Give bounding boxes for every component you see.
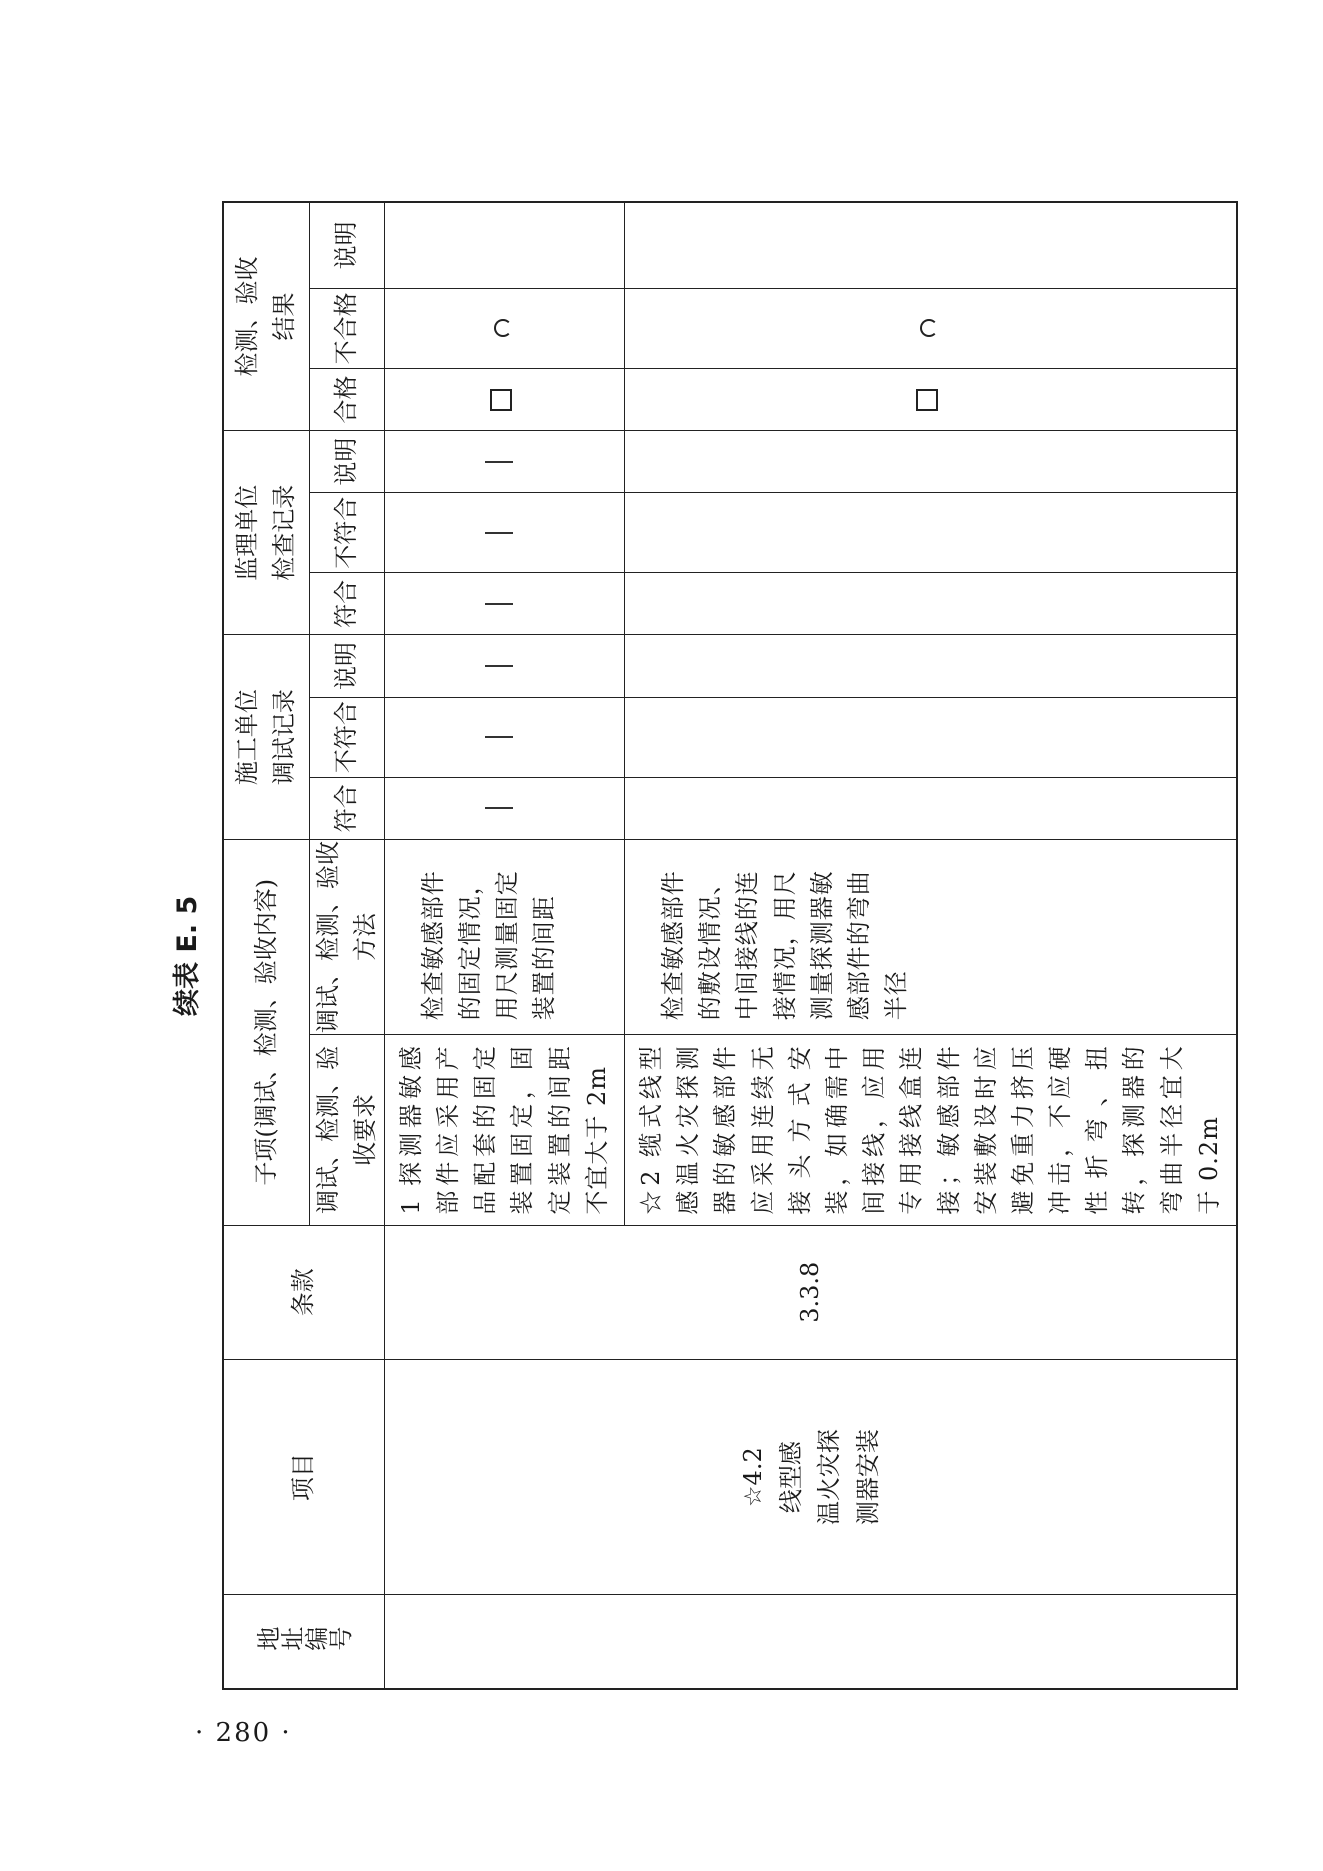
supervision-conform-cell (625, 573, 1238, 635)
dash-mark (485, 665, 513, 667)
supervision-explain-cell (625, 431, 1238, 493)
table-row (384, 202, 624, 1689)
header-construction-explain: 说明 (309, 635, 384, 697)
header-sub-method: 调试、检测、验收方法 (309, 839, 384, 1034)
header-supervision-explain: 说明 (309, 431, 384, 493)
header-result-explain: 说明 (309, 202, 384, 288)
dash-mark (485, 736, 513, 738)
header-address-code: 地址编号 (223, 1595, 384, 1689)
qualified-checkbox[interactable] (916, 389, 938, 411)
method-cell: 检查敏感部件的敷设情况、中间接线的连接情况，用尺测量探测器敏感部件的弯曲半径 (625, 839, 1238, 1034)
supervision-explain-cell (384, 431, 624, 493)
header-result-unqualified: 不合格 (309, 288, 384, 368)
supervision-nonconform-cell (384, 493, 624, 573)
item-cell: ☆4.2 线型感 温火灾探 测器安装 (384, 1359, 1237, 1594)
header-item: 项目 (223, 1359, 384, 1594)
requirement-cell: ☆2 缆式线型感温火灾探测器的敏感部件应采用连续无接头方式安装，如确需中间接线，应用专用接线盒连接；敏感部件安装敷设时应避免重力挤压冲击，不应硬性折弯、扭转，探测器的弯曲半径宜大于 0.2m (625, 1035, 1238, 1225)
result-unqualified-cell (625, 288, 1238, 368)
construction-conform-cell (384, 777, 624, 839)
dash-mark (485, 807, 513, 809)
header-row-1 (223, 202, 309, 1689)
construction-conform-cell (625, 777, 1238, 839)
result-explain-cell (625, 202, 1238, 288)
unqualified-circle-icon[interactable] (920, 319, 938, 337)
construction-explain-cell (384, 635, 624, 697)
construction-explain-cell (625, 635, 1238, 697)
header-construction-conform: 符合 (309, 777, 384, 839)
qualified-checkbox[interactable] (490, 389, 512, 411)
address-code-cell (384, 1595, 1237, 1689)
dash-mark (485, 603, 513, 605)
header-clause: 条款 (223, 1225, 384, 1359)
clause-cell: 3.3.8 (384, 1225, 1237, 1359)
header-construction-group: 施工单位 调试记录 (223, 635, 309, 839)
header-supervision-group: 监理单位 检查记录 (223, 431, 309, 635)
header-sub-requirement: 调试、检测、验收要求 (309, 1035, 384, 1225)
method-cell: 检查敏感部件的固定情况，用尺测量固定装置的间距 (384, 839, 624, 1034)
result-unqualified-cell (384, 288, 624, 368)
table-caption: 续表 E. 5 (172, 895, 203, 1016)
requirement-cell: 1 探测器敏感部件应采用产品配套的固定装置固定，固定装置的间距不宜大于 2m (384, 1035, 624, 1225)
header-sub-item-group: 子项(调试、检测、验收内容) (223, 839, 309, 1225)
header-supervision-nonconform: 不符合 (309, 493, 384, 573)
supervision-nonconform-cell (625, 493, 1238, 573)
header-construction-nonconform: 不符合 (309, 697, 384, 777)
result-qualified-cell (625, 368, 1238, 430)
header-result-qualified: 合格 (309, 368, 384, 430)
unqualified-circle-icon[interactable] (494, 319, 512, 337)
inspection-table-wrapper (222, 201, 1223, 1690)
inspection-table (222, 201, 1238, 1690)
result-explain-cell (384, 202, 624, 288)
construction-nonconform-cell (625, 697, 1238, 777)
header-result-group: 检测、验收 结果 (223, 202, 309, 431)
result-qualified-cell (384, 368, 624, 430)
dash-mark (485, 532, 513, 534)
header-supervision-conform: 符合 (309, 573, 384, 635)
dash-mark (485, 461, 513, 463)
supervision-conform-cell (384, 573, 624, 635)
construction-nonconform-cell (384, 697, 624, 777)
page-number: · 280 · (195, 1718, 292, 1748)
